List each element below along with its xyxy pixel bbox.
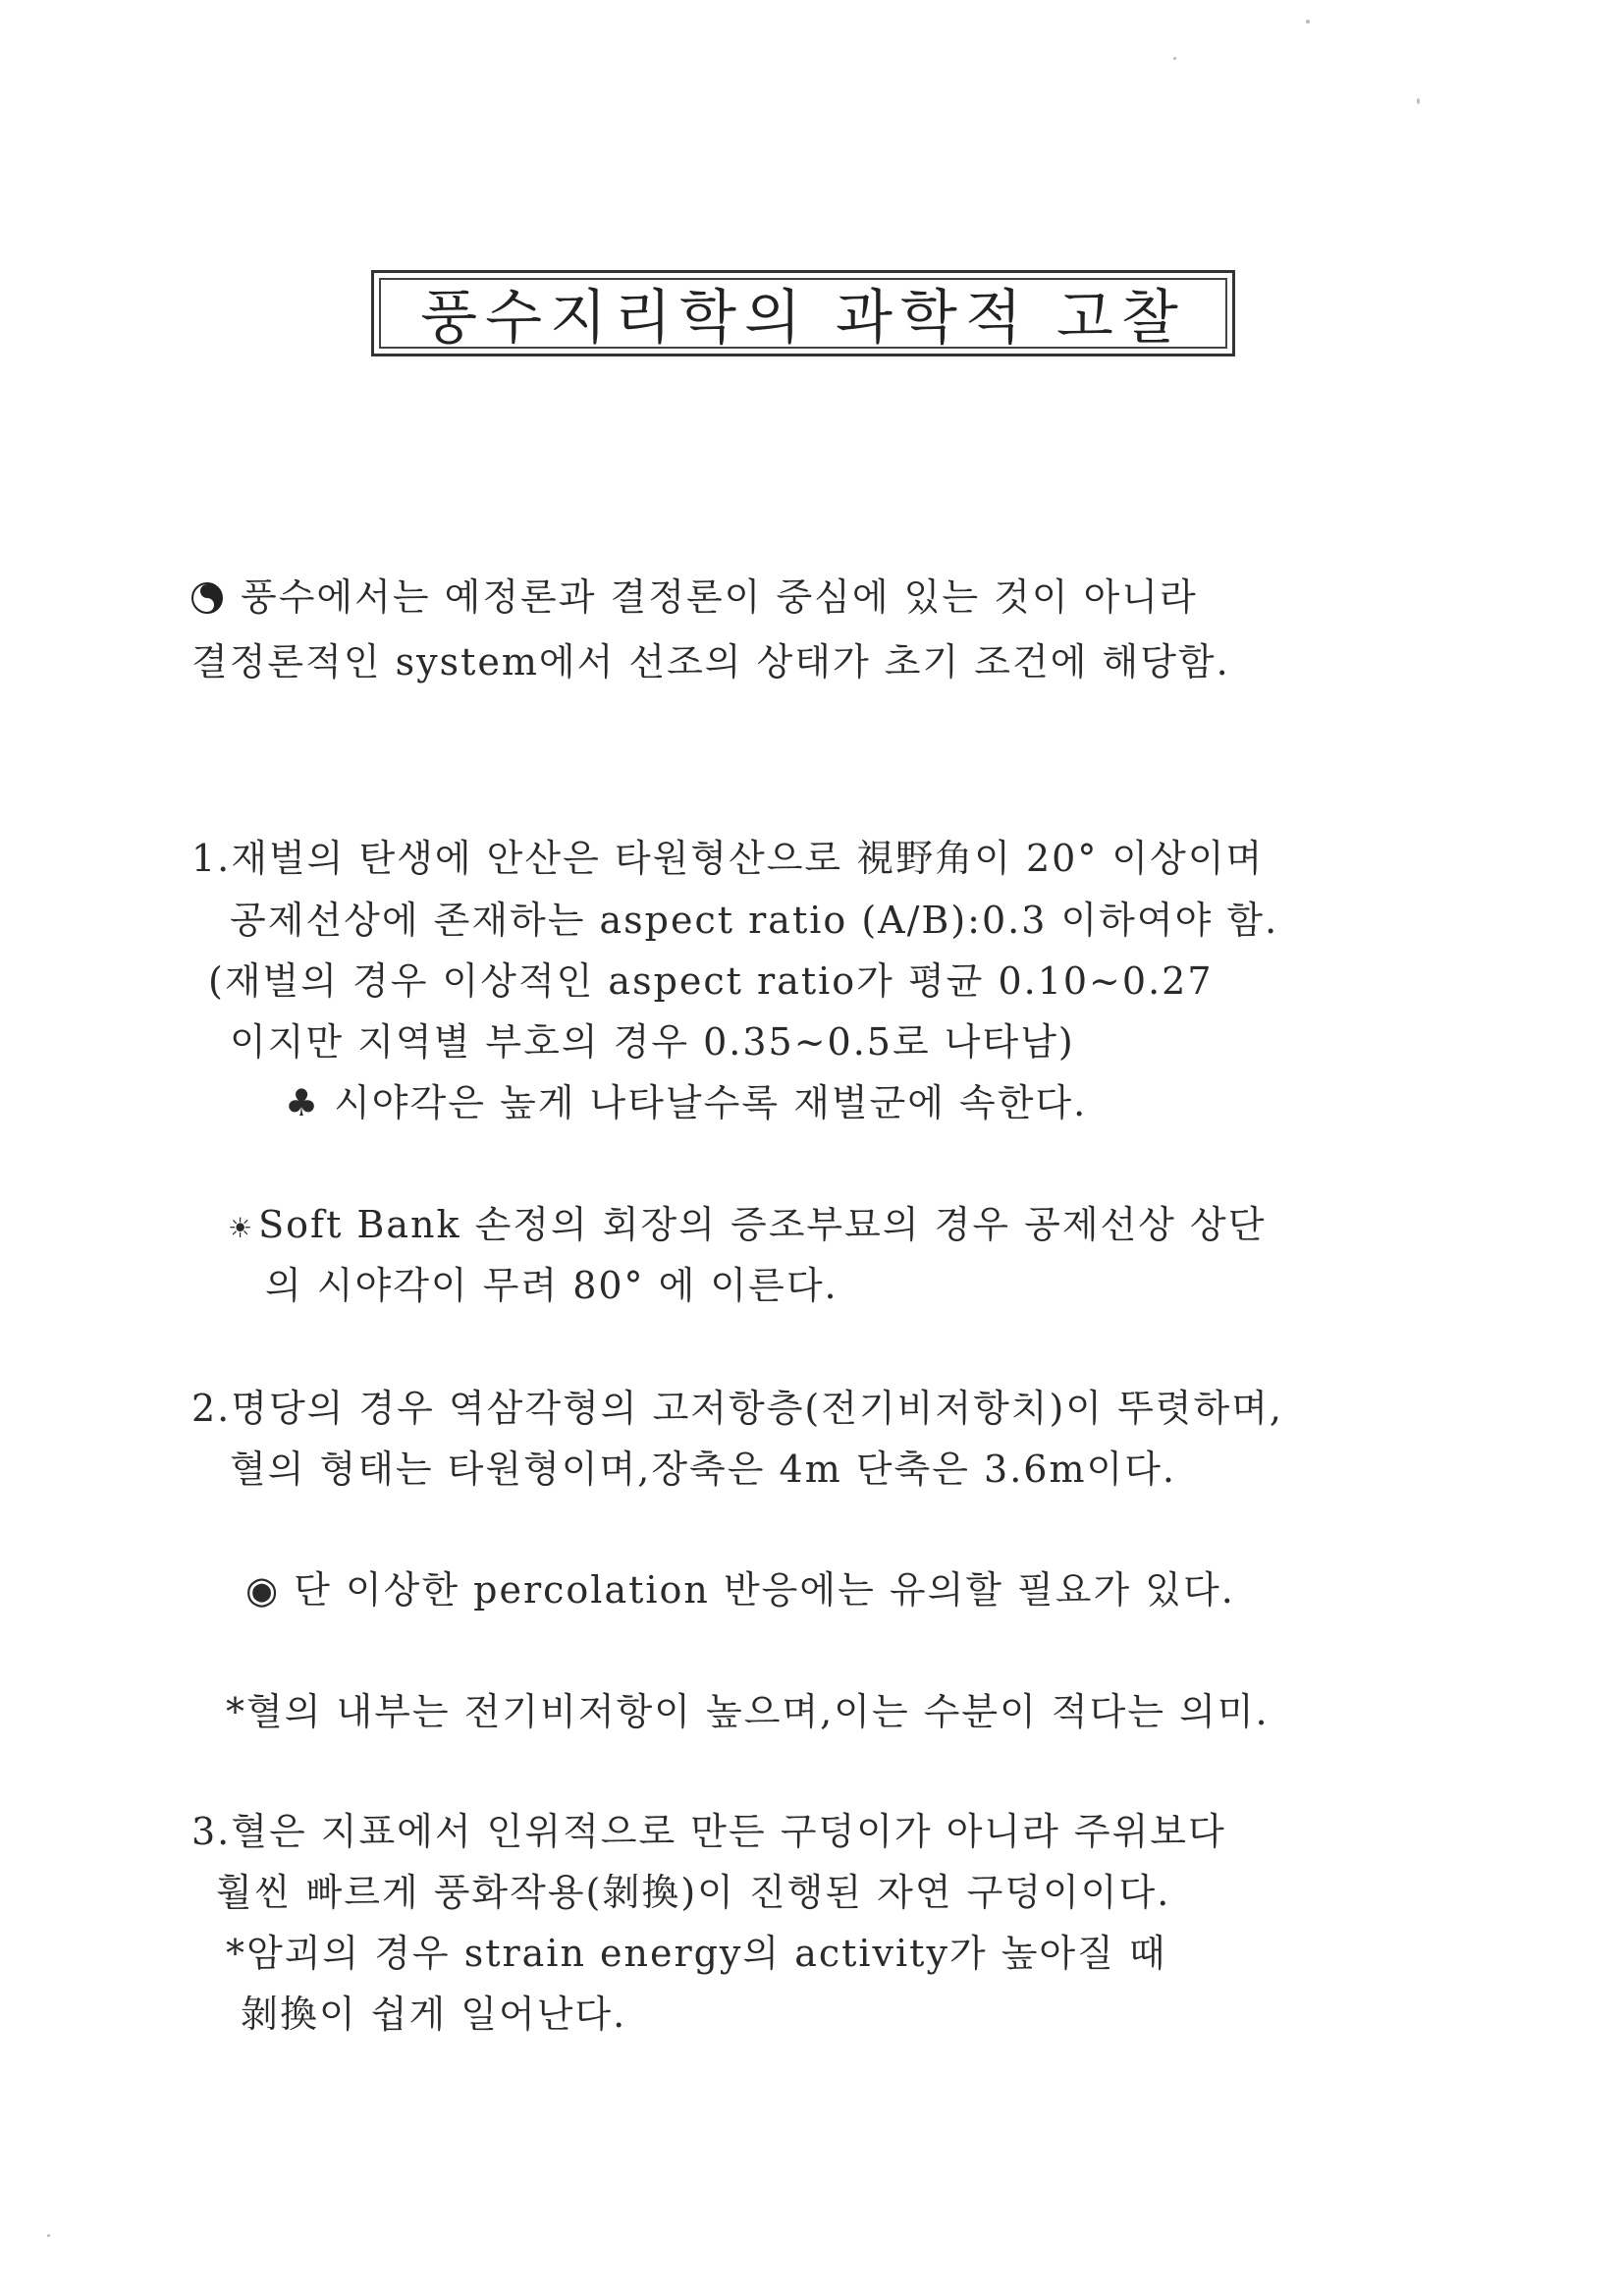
section2-note: [245, 1565, 1235, 1614]
title-box: [371, 270, 1235, 356]
section1-line-1: 1.재벌의 탄생에 안산은 타원형산으로 視野角이 20° 이상이며: [191, 837, 1265, 880]
intro-line-1: [191, 573, 1198, 622]
section1-line-3: (재벌의 경우 이상적인 aspect ratio가 평균 0.10~0.27: [208, 959, 1214, 1003]
section3-line-4: 剝換이 쉽게 일어난다.: [241, 1993, 627, 2036]
sun-icon: ☀: [228, 1212, 255, 1244]
section1-note2-line-1: [228, 1200, 1266, 1253]
club-icon: ♣: [285, 1081, 321, 1124]
scan-speck: [1173, 57, 1176, 60]
section2-line-1: 2.명당의 경우 역삼각형의 고저항층(전기비저항치)이 뚜렷하며,: [191, 1387, 1284, 1430]
intro-line-2: 결정론적인 system에서 선조의 상태가 초기 조건에 해당함.: [191, 640, 1230, 683]
bullseye-icon: ◉: [245, 1568, 281, 1612]
section2-note-text: 단 이상한 percolation 반응에는 유의할 필요가 있다.: [294, 1568, 1235, 1612]
page-title: 풍수지리학의 과학적 고찰: [420, 284, 1186, 353]
section1-note-text: 시야각은 높게 나타날수록 재벌군에 속한다.: [334, 1081, 1088, 1124]
yin-yang-icon: [191, 582, 223, 614]
intro-text-1: 풍수에서는 예정론과 결정론이 중심에 있는 것이 아니라: [241, 575, 1198, 619]
section1-line-4: 이지만 지역별 부호의 경우 0.35~0.5로 나타남): [230, 1020, 1075, 1064]
section2-note2: *혈의 내부는 전기비저항이 높으며,이는 수분이 적다는 의미.: [226, 1690, 1270, 1733]
scan-speck: [1306, 20, 1310, 24]
section3-line-3: *암괴의 경우 strain energy의 activity가 높아질 때: [226, 1932, 1167, 1975]
section2-line-2: 혈의 형태는 타원형이며,장축은 4m 단축은 3.6m이다.: [230, 1448, 1176, 1491]
section1-note2-line-2: 의 시야각이 무려 80° 에 이른다.: [265, 1264, 839, 1307]
section1-line-2: 공제선상에 존재하는 aspect ratio (A/B):0.3 이하여야 함.: [230, 899, 1279, 942]
section3-line-1: 3.혈은 지표에서 인위적으로 만든 구덩이가 아니라 주위보다: [191, 1810, 1226, 1853]
section1-note: [285, 1078, 1087, 1127]
scan-speck: [1417, 98, 1420, 104]
scan-speck: [47, 2234, 50, 2237]
section3-line-2: 훨씬 빠르게 풍화작용(剝換)이 진행된 자연 구덩이이다.: [216, 1871, 1171, 1914]
section1-note2-text-1: Soft Bank 손정의 회장의 증조부묘의 경우 공제선상 상단: [258, 1203, 1267, 1246]
